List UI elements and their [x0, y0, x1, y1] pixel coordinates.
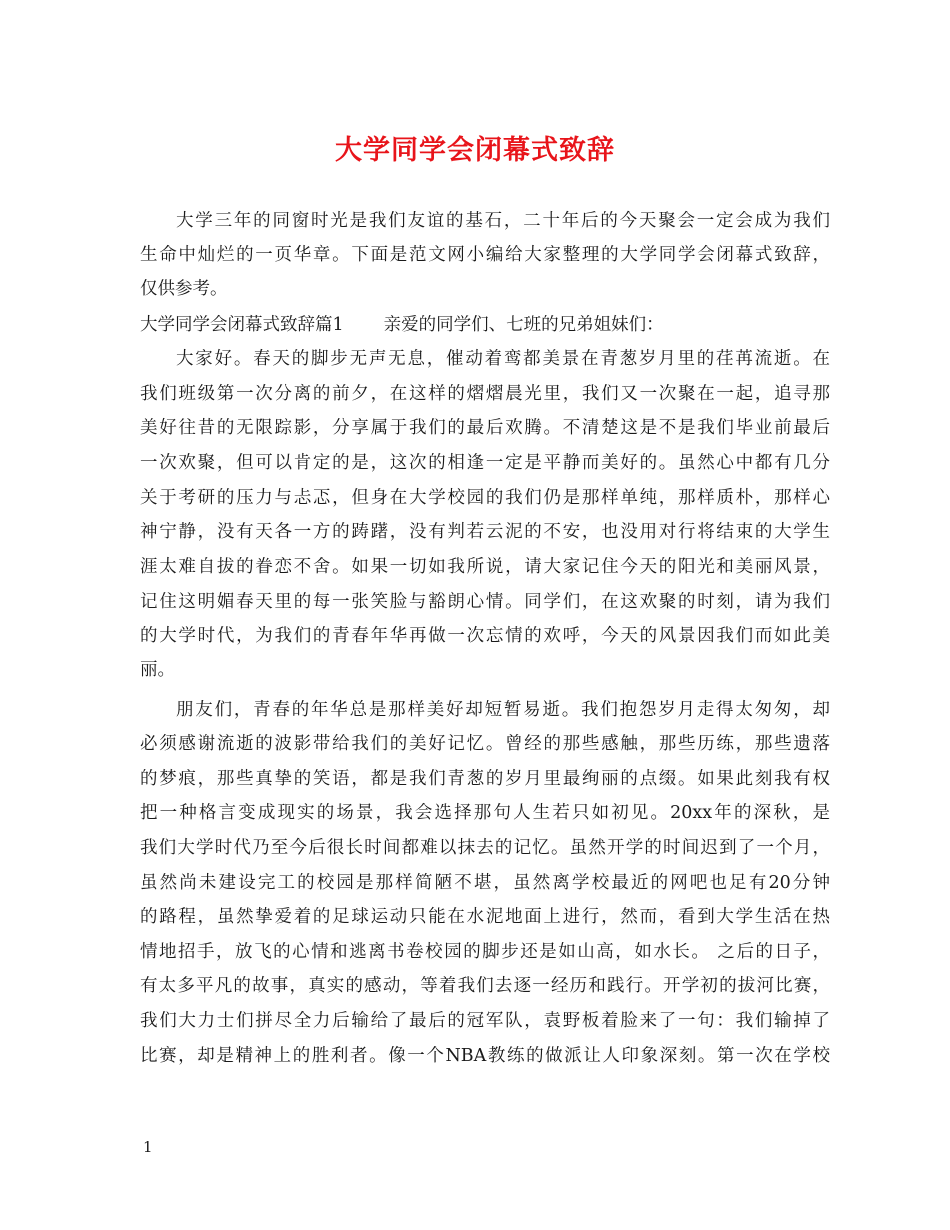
- paragraph-line: 丽。: [140, 660, 175, 680]
- paragraph-line: 的大学时代，为我们的青春年华再做一次忘情的欢呼，今天的风景因我们而如此美: [140, 626, 830, 646]
- document-title: 大学同学会闭幕式致辞: [335, 135, 615, 166]
- paragraph-line: 朋友们，青春的年华总是那样美好却短暂易逝。我们抱怨岁月走得太匆匆，却: [176, 700, 830, 720]
- paragraph-line: 涯太难自拔的眷恋不舍。如果一切如我所说，请大家记住今天的阳光和美丽风景，: [140, 557, 830, 577]
- paragraph-line: 我们班级第一次分离的前夕，在这样的熠熠晨光里，我们又一次聚在一起，追寻那: [140, 384, 830, 404]
- paragraph-line: 神宁静，没有天各一方的踌躇，没有判若云泥的不安，也没用对行将结束的大学生: [140, 522, 830, 542]
- intro-line: 大学三年的同窗时光是我们友谊的基石，二十年后的今天聚会一定会成为我们: [176, 211, 830, 231]
- paragraph-line: 虽然尚未建设完工的校园是那样简陋不堪，虽然离学校最近的网吧也足有20分钟: [140, 873, 830, 893]
- paragraph-line: 的梦痕，那些真挚的笑语，都是我们青葱的岁月里最绚丽的点缀。如果此刻我有权: [140, 769, 830, 789]
- page-number: 1: [143, 1138, 153, 1156]
- paragraph-line: 比赛，却是精神上的胜利者。像一个NBA教练的做派让人印象深刻。第一次在学校: [140, 1046, 830, 1066]
- paragraph-line: 情地招手，放飞的心情和逃离书卷校园的脚步还是如山高，如水长。 之后的日子，: [140, 942, 830, 962]
- paragraph-line: 我们大学时代乃至今后很长时间都难以抹去的记忆。虽然开学的时间迟到了一个月，: [140, 838, 830, 858]
- paragraph-line: 美好往昔的无限踪影，分享属于我们的最后欢腾。不清楚这是不是我们毕业前最后: [140, 418, 830, 438]
- salutation: 亲爱的同学们、七班的兄弟姐妹们：: [383, 315, 664, 335]
- paragraph-line: 记住这明媚春天里的每一张笑脸与豁朗心情。同学们，在这欢聚的时刻，请为我们: [140, 592, 830, 612]
- intro-line: 仅供参考。: [140, 279, 228, 299]
- paragraph-line: 关于考研的压力与忐忑，但身在大学校园的我们仍是那样单纯，那样质朴，那样心: [140, 488, 830, 508]
- intro-line: 生命中灿烂的一页华章。下面是范文网小编给大家整理的大学同学会闭幕式致辞，: [140, 245, 830, 265]
- section-heading: 大学同学会闭幕式致辞篇1: [140, 315, 344, 335]
- paragraph-line: 的路程，虽然挚爱着的足球运动只能在水泥地面上进行，然而，看到大学生活在热: [140, 907, 830, 927]
- paragraph-line: 把一种格言变成现实的场景，我会选择那句人生若只如初见。20xx年的深秋，是: [140, 803, 830, 823]
- paragraph-line: 一次欢聚，但可以肯定的是，这次的相逢一定是平静而美好的。虽然心中都有几分: [140, 453, 830, 473]
- paragraph-line: 我们大力士们拼尽全力后输给了最后的冠军队，袁野板着脸来了一句：我们输掉了: [140, 1011, 830, 1031]
- paragraph-line: 必须感谢流逝的波影带给我们的美好记忆。曾经的那些感触，那些历练，那些遗落: [140, 734, 830, 754]
- section-heading-row: [140, 312, 830, 338]
- paragraph-line: 有太多平凡的故事，真实的感动，等着我们去逐一经历和践行。开学初的拔河比赛，: [140, 976, 830, 996]
- paragraph-line: 大家好。春天的脚步无声无息，催动着鸾都美景在青葱岁月里的荏苒流逝。在: [176, 349, 830, 369]
